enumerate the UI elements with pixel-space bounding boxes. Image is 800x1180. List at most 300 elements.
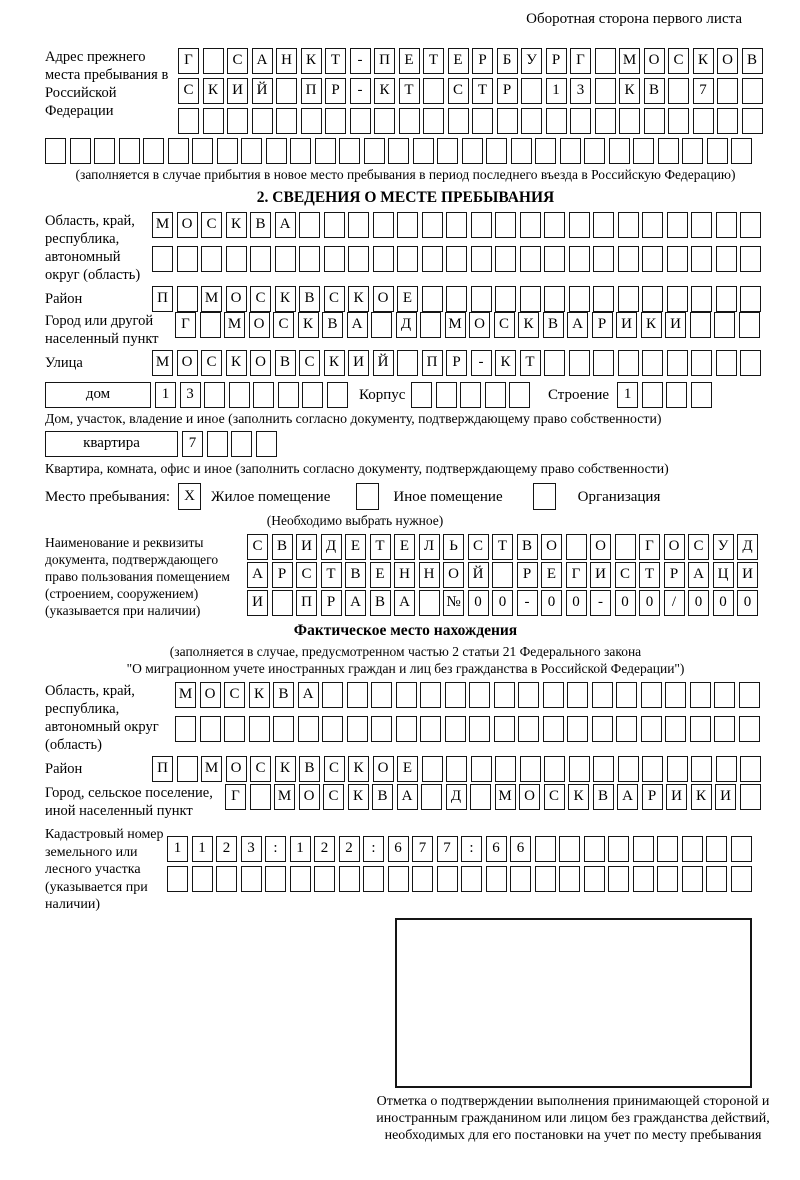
char-cell[interactable] [437, 866, 458, 892]
char-cell[interactable] [714, 312, 735, 338]
char-cell[interactable] [535, 138, 556, 164]
char-cell[interactable] [667, 212, 688, 238]
char-cell[interactable] [200, 312, 221, 338]
char-cell[interactable] [584, 836, 605, 862]
char-cell[interactable] [469, 716, 490, 742]
char-cell[interactable]: К [348, 756, 369, 782]
char-cell[interactable] [668, 108, 689, 134]
char-cell[interactable]: Г [639, 534, 660, 560]
char-cell[interactable] [706, 836, 727, 862]
char-cell[interactable] [595, 48, 616, 74]
stay-type-checkbox-residential[interactable]: X [178, 483, 201, 510]
char-cell[interactable]: 3 [570, 78, 591, 104]
char-cell[interactable]: О [249, 312, 270, 338]
char-cell[interactable]: М [619, 48, 640, 74]
char-cell[interactable] [207, 431, 228, 457]
char-cell[interactable] [693, 108, 714, 134]
char-cell[interactable]: К [324, 350, 345, 376]
char-cell[interactable] [436, 382, 457, 408]
char-cell[interactable] [682, 866, 703, 892]
char-cell[interactable] [559, 866, 580, 892]
char-cell[interactable] [707, 138, 728, 164]
char-cell[interactable] [492, 562, 513, 588]
char-cell[interactable] [544, 286, 565, 312]
char-cell[interactable] [560, 138, 581, 164]
char-cell[interactable] [667, 756, 688, 782]
char-cell[interactable]: - [590, 590, 611, 616]
char-cell[interactable] [348, 212, 369, 238]
char-cell[interactable] [348, 246, 369, 272]
char-cell[interactable] [595, 78, 616, 104]
char-cell[interactable]: / [664, 590, 685, 616]
char-cell[interactable] [690, 682, 711, 708]
char-cell[interactable] [495, 286, 516, 312]
char-cell[interactable] [371, 312, 392, 338]
char-cell[interactable] [290, 866, 311, 892]
char-cell[interactable]: С [323, 784, 344, 810]
char-cell[interactable] [273, 716, 294, 742]
char-cell[interactable] [520, 756, 541, 782]
char-cell[interactable] [299, 212, 320, 238]
char-cell[interactable] [413, 138, 434, 164]
char-cell[interactable]: О [373, 756, 394, 782]
char-cell[interactable]: О [177, 350, 198, 376]
stay-type-checkbox-organization[interactable] [533, 483, 556, 510]
char-cell[interactable]: В [273, 682, 294, 708]
char-cell[interactable] [633, 866, 654, 892]
char-cell[interactable]: : [363, 836, 384, 862]
char-cell[interactable] [608, 836, 629, 862]
char-cell[interactable] [717, 78, 738, 104]
char-cell[interactable] [470, 784, 491, 810]
char-cell[interactable] [252, 108, 273, 134]
char-cell[interactable] [739, 312, 760, 338]
char-cell[interactable] [642, 382, 663, 408]
char-cell[interactable] [739, 682, 760, 708]
char-cell[interactable] [510, 866, 531, 892]
char-cell[interactable]: 6 [486, 836, 507, 862]
char-cell[interactable] [472, 108, 493, 134]
char-cell[interactable]: - [517, 590, 538, 616]
char-cell[interactable] [192, 138, 213, 164]
char-cell[interactable]: О [644, 48, 665, 74]
char-cell[interactable]: 2 [216, 836, 237, 862]
char-cell[interactable]: П [301, 78, 322, 104]
char-cell[interactable] [706, 866, 727, 892]
char-cell[interactable] [373, 212, 394, 238]
char-cell[interactable] [350, 108, 371, 134]
char-cell[interactable]: Р [446, 350, 467, 376]
char-cell[interactable] [642, 350, 663, 376]
char-cell[interactable] [592, 682, 613, 708]
char-cell[interactable]: 1 [290, 836, 311, 862]
char-cell[interactable]: 2 [314, 836, 335, 862]
char-cell[interactable] [265, 866, 286, 892]
char-cell[interactable] [593, 286, 614, 312]
char-cell[interactable] [742, 108, 763, 134]
char-cell[interactable]: С [324, 286, 345, 312]
char-cell[interactable] [716, 756, 737, 782]
char-cell[interactable]: Е [397, 286, 418, 312]
char-cell[interactable]: О [664, 534, 685, 560]
char-cell[interactable] [411, 382, 432, 408]
char-cell[interactable]: Б [497, 48, 518, 74]
char-cell[interactable]: О [226, 286, 247, 312]
char-cell[interactable] [298, 716, 319, 742]
char-cell[interactable]: С [224, 682, 245, 708]
char-cell[interactable]: Ь [443, 534, 464, 560]
char-cell[interactable]: 6 [388, 836, 409, 862]
char-cell[interactable] [486, 866, 507, 892]
char-cell[interactable]: Т [325, 48, 346, 74]
char-cell[interactable] [485, 382, 506, 408]
char-cell[interactable] [569, 212, 590, 238]
char-cell[interactable]: 2 [339, 836, 360, 862]
char-cell[interactable]: - [350, 78, 371, 104]
char-cell[interactable]: - [350, 48, 371, 74]
char-cell[interactable]: Й [468, 562, 489, 588]
char-cell[interactable]: О [717, 48, 738, 74]
char-cell[interactable] [301, 108, 322, 134]
char-cell[interactable]: Р [325, 78, 346, 104]
char-cell[interactable]: В [644, 78, 665, 104]
char-cell[interactable]: С [544, 784, 565, 810]
char-cell[interactable] [322, 682, 343, 708]
char-cell[interactable]: И [590, 562, 611, 588]
char-cell[interactable]: Ц [713, 562, 734, 588]
char-cell[interactable] [731, 138, 752, 164]
char-cell[interactable]: С [250, 286, 271, 312]
char-cell[interactable]: М [224, 312, 245, 338]
char-cell[interactable]: С [299, 350, 320, 376]
char-cell[interactable]: А [345, 590, 366, 616]
char-cell[interactable] [445, 682, 466, 708]
char-cell[interactable] [569, 756, 590, 782]
char-cell[interactable] [618, 286, 639, 312]
char-cell[interactable]: Р [546, 48, 567, 74]
char-cell[interactable]: И [665, 312, 686, 338]
char-cell[interactable]: Т [423, 48, 444, 74]
char-cell[interactable] [217, 138, 238, 164]
char-cell[interactable] [445, 716, 466, 742]
char-cell[interactable]: К [619, 78, 640, 104]
char-cell[interactable] [471, 246, 492, 272]
char-cell[interactable]: 1 [167, 836, 188, 862]
char-cell[interactable] [420, 312, 441, 338]
char-cell[interactable] [666, 382, 687, 408]
char-cell[interactable] [567, 682, 588, 708]
char-cell[interactable] [241, 138, 262, 164]
char-cell[interactable] [518, 716, 539, 742]
char-cell[interactable] [731, 836, 752, 862]
char-cell[interactable]: К [348, 784, 369, 810]
char-cell[interactable] [691, 756, 712, 782]
char-cell[interactable]: К [374, 78, 395, 104]
char-cell[interactable] [593, 212, 614, 238]
char-cell[interactable]: А [298, 682, 319, 708]
char-cell[interactable] [315, 138, 336, 164]
char-cell[interactable] [618, 756, 639, 782]
char-cell[interactable]: Г [570, 48, 591, 74]
char-cell[interactable]: 0 [713, 590, 734, 616]
char-cell[interactable]: П [296, 590, 317, 616]
char-cell[interactable]: М [201, 756, 222, 782]
char-cell[interactable] [592, 716, 613, 742]
char-cell[interactable]: 3 [241, 836, 262, 862]
char-cell[interactable] [665, 716, 686, 742]
char-cell[interactable]: Й [373, 350, 394, 376]
char-cell[interactable]: Д [321, 534, 342, 560]
char-cell[interactable] [543, 716, 564, 742]
char-cell[interactable]: В [275, 350, 296, 376]
char-cell[interactable]: К [226, 350, 247, 376]
char-cell[interactable] [192, 866, 213, 892]
char-cell[interactable]: 1 [155, 382, 176, 408]
char-cell[interactable]: 0 [737, 590, 758, 616]
char-cell[interactable]: И [296, 534, 317, 560]
char-cell[interactable]: Г [225, 784, 246, 810]
char-cell[interactable]: М [201, 286, 222, 312]
char-cell[interactable]: С [494, 312, 515, 338]
char-cell[interactable]: Р [472, 48, 493, 74]
char-cell[interactable] [461, 866, 482, 892]
char-cell[interactable]: Т [472, 78, 493, 104]
char-cell[interactable] [347, 716, 368, 742]
char-cell[interactable]: И [227, 78, 248, 104]
char-cell[interactable] [717, 108, 738, 134]
char-cell[interactable]: Е [345, 534, 366, 560]
char-cell[interactable]: С [247, 534, 268, 560]
char-cell[interactable]: С [448, 78, 469, 104]
char-cell[interactable] [593, 756, 614, 782]
char-cell[interactable]: М [495, 784, 516, 810]
char-cell[interactable] [716, 286, 737, 312]
char-cell[interactable] [364, 138, 385, 164]
char-cell[interactable]: № [443, 590, 464, 616]
char-cell[interactable] [584, 138, 605, 164]
char-cell[interactable]: Р [592, 312, 613, 338]
char-cell[interactable] [371, 682, 392, 708]
char-cell[interactable] [567, 716, 588, 742]
char-cell[interactable] [716, 212, 737, 238]
char-cell[interactable]: О [519, 784, 540, 810]
char-cell[interactable] [422, 756, 443, 782]
char-cell[interactable] [511, 138, 532, 164]
char-cell[interactable]: А [394, 590, 415, 616]
char-cell[interactable] [388, 138, 409, 164]
char-cell[interactable]: С [250, 756, 271, 782]
char-cell[interactable] [667, 286, 688, 312]
char-cell[interactable] [739, 716, 760, 742]
char-cell[interactable] [177, 246, 198, 272]
char-cell[interactable] [45, 138, 66, 164]
char-cell[interactable] [618, 246, 639, 272]
char-cell[interactable]: Т [370, 534, 391, 560]
char-cell[interactable]: М [152, 212, 173, 238]
char-cell[interactable]: И [737, 562, 758, 588]
char-cell[interactable]: О [373, 286, 394, 312]
char-cell[interactable] [691, 382, 712, 408]
char-cell[interactable]: О [177, 212, 198, 238]
char-cell[interactable] [691, 212, 712, 238]
char-cell[interactable] [544, 350, 565, 376]
char-cell[interactable]: И [247, 590, 268, 616]
char-cell[interactable] [520, 212, 541, 238]
char-cell[interactable] [570, 108, 591, 134]
char-cell[interactable] [224, 716, 245, 742]
char-cell[interactable]: Г [178, 48, 199, 74]
char-cell[interactable]: А [688, 562, 709, 588]
char-cell[interactable] [618, 212, 639, 238]
char-cell[interactable]: Т [520, 350, 541, 376]
char-cell[interactable] [543, 682, 564, 708]
char-cell[interactable] [495, 212, 516, 238]
char-cell[interactable] [94, 138, 115, 164]
char-cell[interactable]: В [299, 286, 320, 312]
char-cell[interactable]: В [593, 784, 614, 810]
char-cell[interactable] [731, 866, 752, 892]
char-cell[interactable] [494, 682, 515, 708]
char-cell[interactable] [518, 682, 539, 708]
char-cell[interactable]: А [397, 784, 418, 810]
char-cell[interactable] [422, 246, 443, 272]
char-cell[interactable] [322, 716, 343, 742]
char-cell[interactable] [544, 246, 565, 272]
char-cell[interactable] [618, 350, 639, 376]
char-cell[interactable]: С [668, 48, 689, 74]
char-cell[interactable] [241, 866, 262, 892]
char-cell[interactable]: Г [566, 562, 587, 588]
char-cell[interactable] [716, 246, 737, 272]
char-cell[interactable] [201, 246, 222, 272]
char-cell[interactable] [325, 108, 346, 134]
char-cell[interactable] [347, 682, 368, 708]
char-cell[interactable]: Р [642, 784, 663, 810]
char-cell[interactable]: В [543, 312, 564, 338]
char-cell[interactable] [742, 78, 763, 104]
char-cell[interactable]: С [201, 350, 222, 376]
char-cell[interactable]: С [178, 78, 199, 104]
char-cell[interactable] [421, 784, 442, 810]
char-cell[interactable] [143, 138, 164, 164]
char-cell[interactable] [290, 138, 311, 164]
char-cell[interactable] [437, 138, 458, 164]
char-cell[interactable] [422, 212, 443, 238]
char-cell[interactable]: 0 [615, 590, 636, 616]
char-cell[interactable] [168, 138, 189, 164]
char-cell[interactable] [691, 350, 712, 376]
char-cell[interactable]: Е [399, 48, 420, 74]
char-cell[interactable] [595, 108, 616, 134]
char-cell[interactable]: О [226, 756, 247, 782]
char-cell[interactable]: А [617, 784, 638, 810]
char-cell[interactable]: О [200, 682, 221, 708]
char-cell[interactable] [203, 108, 224, 134]
char-cell[interactable] [250, 246, 271, 272]
char-cell[interactable] [740, 286, 761, 312]
char-cell[interactable]: М [152, 350, 173, 376]
char-cell[interactable]: И [348, 350, 369, 376]
char-cell[interactable] [462, 138, 483, 164]
char-cell[interactable]: С [296, 562, 317, 588]
char-cell[interactable] [363, 866, 384, 892]
char-cell[interactable] [397, 246, 418, 272]
char-cell[interactable]: М [274, 784, 295, 810]
char-cell[interactable] [70, 138, 91, 164]
char-cell[interactable] [608, 866, 629, 892]
char-cell[interactable] [399, 108, 420, 134]
char-cell[interactable]: К [249, 682, 270, 708]
char-cell[interactable]: 1 [617, 382, 638, 408]
char-cell[interactable] [667, 350, 688, 376]
char-cell[interactable] [397, 350, 418, 376]
char-cell[interactable]: В [322, 312, 343, 338]
char-cell[interactable]: Р [517, 562, 538, 588]
char-cell[interactable] [569, 246, 590, 272]
char-cell[interactable] [609, 138, 630, 164]
char-cell[interactable]: Т [639, 562, 660, 588]
char-cell[interactable] [668, 78, 689, 104]
char-cell[interactable]: 0 [639, 590, 660, 616]
char-cell[interactable] [324, 212, 345, 238]
char-cell[interactable]: И [715, 784, 736, 810]
char-cell[interactable] [486, 138, 507, 164]
char-cell[interactable] [177, 756, 198, 782]
char-cell[interactable] [544, 212, 565, 238]
char-cell[interactable] [521, 108, 542, 134]
char-cell[interactable] [740, 756, 761, 782]
char-cell[interactable] [740, 212, 761, 238]
char-cell[interactable] [566, 534, 587, 560]
char-cell[interactable]: И [666, 784, 687, 810]
char-cell[interactable]: К [693, 48, 714, 74]
char-cell[interactable]: К [226, 212, 247, 238]
char-cell[interactable] [642, 286, 663, 312]
char-cell[interactable]: У [521, 48, 542, 74]
char-cell[interactable] [471, 286, 492, 312]
char-cell[interactable] [690, 716, 711, 742]
char-cell[interactable]: А [567, 312, 588, 338]
char-cell[interactable] [419, 590, 440, 616]
char-cell[interactable] [278, 382, 299, 408]
char-cell[interactable] [200, 716, 221, 742]
char-cell[interactable] [119, 138, 140, 164]
char-cell[interactable]: О [590, 534, 611, 560]
char-cell[interactable] [396, 716, 417, 742]
char-cell[interactable] [396, 682, 417, 708]
char-cell[interactable]: Р [497, 78, 518, 104]
char-cell[interactable] [619, 108, 640, 134]
char-cell[interactable]: 7 [693, 78, 714, 104]
char-cell[interactable] [249, 716, 270, 742]
char-cell[interactable] [373, 246, 394, 272]
char-cell[interactable]: Д [446, 784, 467, 810]
char-cell[interactable] [642, 212, 663, 238]
char-cell[interactable] [520, 246, 541, 272]
char-cell[interactable]: С [324, 756, 345, 782]
char-cell[interactable] [691, 286, 712, 312]
char-cell[interactable] [446, 286, 467, 312]
char-cell[interactable] [495, 246, 516, 272]
char-cell[interactable] [216, 866, 237, 892]
char-cell[interactable]: Т [399, 78, 420, 104]
char-cell[interactable]: К [518, 312, 539, 338]
char-cell[interactable] [420, 682, 441, 708]
char-cell[interactable]: У [713, 534, 734, 560]
char-cell[interactable] [740, 246, 761, 272]
char-cell[interactable] [667, 246, 688, 272]
char-cell[interactable]: К [275, 756, 296, 782]
